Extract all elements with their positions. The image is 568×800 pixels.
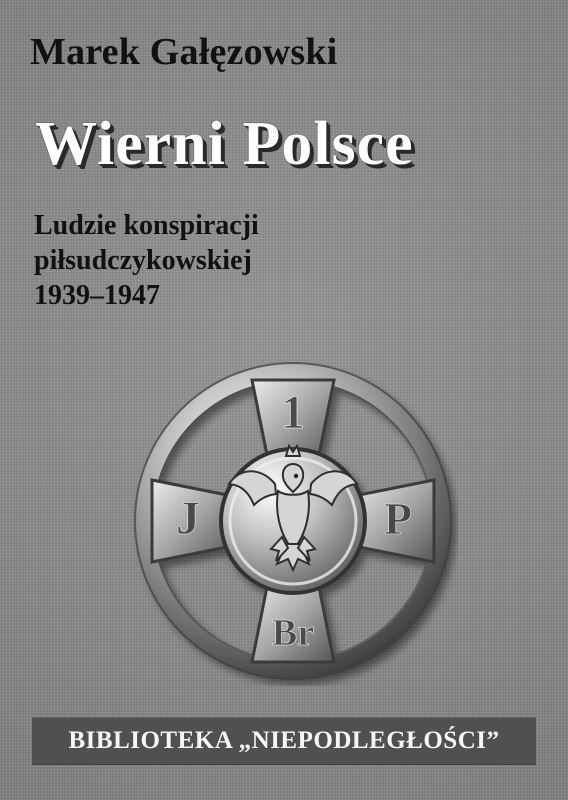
series-name: BIBLIOTEKA „NIEPODLEGŁOŚCI” xyxy=(68,727,500,754)
legion-badge-image xyxy=(128,356,458,686)
subtitle-line-2: piłsudczykowskiej xyxy=(34,245,252,276)
book-subtitle xyxy=(34,208,454,313)
svg-text:J: J xyxy=(176,492,200,545)
svg-text:Br: Br xyxy=(271,612,315,654)
subtitle-line-1: Ludzie konspiracji xyxy=(34,210,259,241)
book-title: Wierni Polsce xyxy=(35,110,414,178)
series-band xyxy=(32,717,536,765)
svg-text:1: 1 xyxy=(281,386,305,439)
svg-text:P: P xyxy=(383,493,413,544)
subtitle-years: 1939–1947 xyxy=(34,280,160,311)
author-name: Marek Gałęzowski xyxy=(30,31,338,73)
